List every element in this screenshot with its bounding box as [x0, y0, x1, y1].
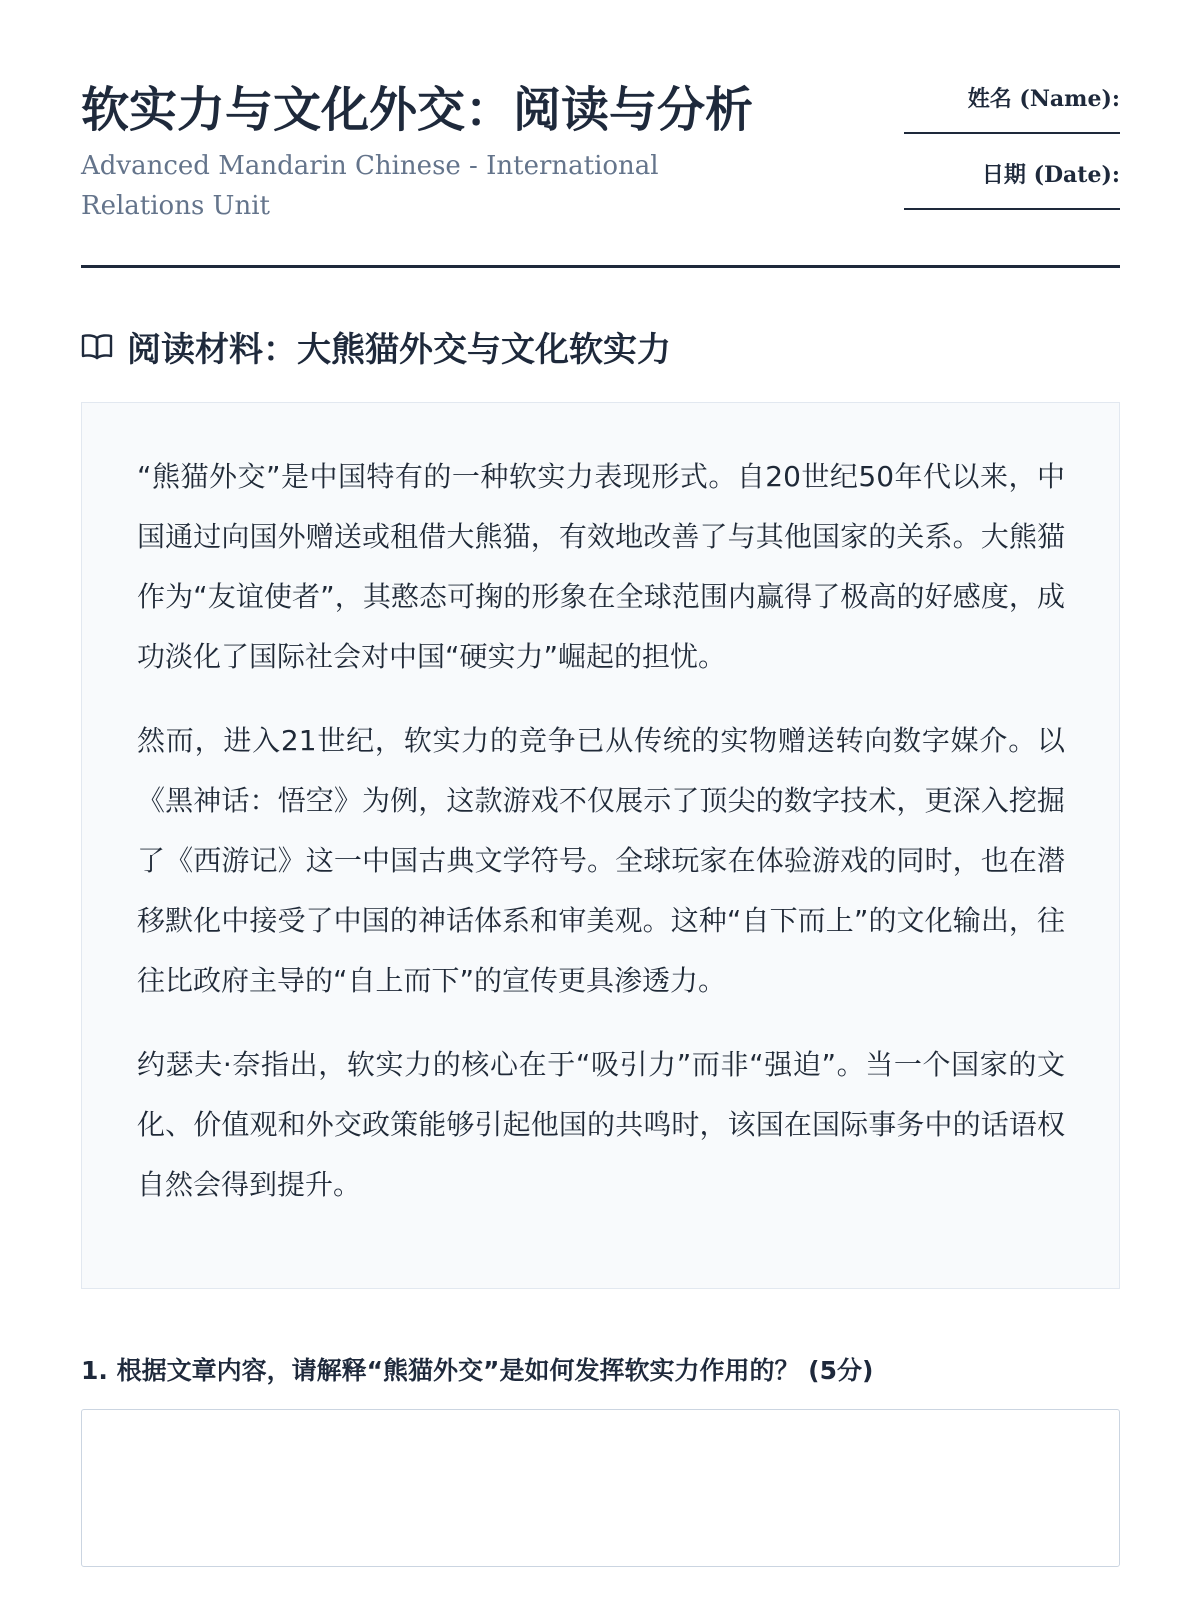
date-label: 日期 (Date): [981, 162, 1120, 188]
name-label: 姓名 (Name): [967, 86, 1120, 112]
reading-paragraph: 约瑟夫·奈指出，软实力的核心在于“吸引力”而非“强迫”。当一个国家的文化、价值观和外交政策能够引起他国的共鸣时，该国在国际事务中的话语权自然会得到提升。 [137, 1048, 1065, 1201]
title-block [81, 78, 781, 226]
question-1-answer-box[interactable] [81, 1409, 1120, 1567]
open-book-icon [81, 332, 113, 360]
date-field[interactable] [904, 190, 1120, 210]
student-info [904, 78, 1120, 236]
reading-paragraph: 然而，进入21世纪，软实力的竞争已从传统的实物赠送转向数字媒介。以《黑神话：悟空》为例，这款游戏不仅展示了顶尖的数字技术，更深入挖掘了《西游记》这一中国古典文学符号。全球玩家在体验游戏的同时，也在潜移默化中接受了中国的神话体系和审美观。这种“自下而上”的文化输出，往往比政府主导的“自上而下”的宣传更具渗透力。 [137, 724, 1066, 997]
reading-passage [81, 402, 1120, 1289]
reading-section-heading [81, 322, 1120, 370]
reading-section-title: 阅读材料：大熊猫外交与文化软实力 [127, 329, 671, 370]
page-title: 软实力与文化外交：阅读与分析 [81, 82, 754, 138]
name-field[interactable] [904, 114, 1120, 134]
page-subtitle: Advanced Mandarin Chinese - International Relations Unit [81, 151, 659, 221]
worksheet-header [81, 78, 1120, 268]
reading-paragraph: “熊猫外交”是中国特有的一种软实力表现形式。自20世纪50年代以来，中国通过向国外赠送或租借大熊猫，有效地改善了与其他国家的关系。大熊猫作为“友谊使者”，其憨态可掬的形象在全球范围内赢得了极高的好感度，成功淡化了国际社会对中国“硬实力”崛起的担忧。 [137, 460, 1065, 673]
question-1-prompt: 1. 根据文章内容，请解释“熊猫外交”是如何发挥软实力作用的？ (5分) [81, 1356, 874, 1385]
